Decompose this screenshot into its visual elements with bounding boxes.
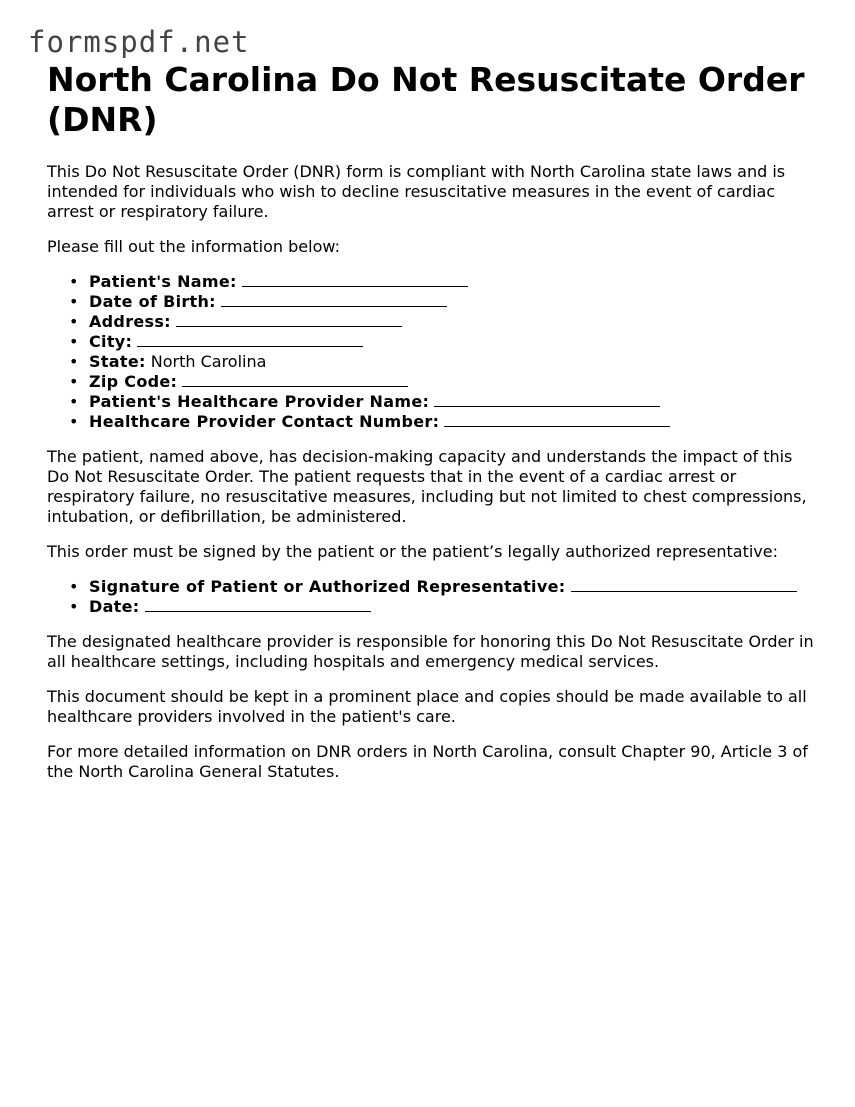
field-value: North Carolina [150, 352, 267, 371]
signature-date-blank[interactable] [145, 598, 371, 612]
field-label: State: [89, 352, 146, 371]
patient-info-list [47, 272, 817, 432]
signature-list [47, 577, 817, 617]
field-patient-name [89, 272, 817, 292]
field-city [89, 332, 817, 352]
field-label: Zip Code: [89, 372, 178, 391]
reference-paragraph: For more detailed information on DNR orders in North Carolina, consult Chapter 90, Article 3 of the North Carolina General Statutes. [47, 742, 808, 781]
provider-name-blank[interactable] [434, 393, 660, 407]
page-title: North Carolina Do Not Resuscitate Order (DNR) [47, 60, 805, 139]
field-state [89, 352, 817, 372]
field-provider-name [89, 392, 817, 412]
field-label: Date: [89, 597, 140, 616]
field-label: Signature of Patient or Authorized Representative: [89, 577, 566, 596]
zip-code-blank[interactable] [182, 373, 408, 387]
address-blank[interactable] [176, 313, 402, 327]
field-label: Date of Birth: [89, 292, 216, 311]
field-signature-date [89, 597, 817, 617]
provider-contact-blank[interactable] [444, 413, 670, 427]
signature-blank[interactable] [571, 578, 797, 592]
watermark-text: formspdf.net [28, 25, 250, 59]
city-blank[interactable] [137, 333, 363, 347]
patient-name-blank[interactable] [242, 273, 468, 287]
provider-paragraph: The designated healthcare provider is responsible for honoring this Do Not Resuscitate Order in all healthcare settings, including hospitals and emergency medical services. [47, 632, 814, 671]
signature-prompt: This order must be signed by the patient or the patient’s legally authorized representative: [47, 542, 778, 561]
intro-paragraph: This Do Not Resuscitate Order (DNR) form is compliant with North Carolina state laws and is intended for individuals who wish to decline resuscitative measures in the event of cardiac arrest or respiratory failure. [47, 162, 786, 221]
field-signature [89, 577, 817, 597]
date-of-birth-blank[interactable] [221, 293, 447, 307]
fill-prompt: Please fill out the information below: [47, 237, 340, 256]
field-date-of-birth [89, 292, 817, 312]
document-page [47, 60, 817, 797]
capacity-paragraph: The patient, named above, has decision-making capacity and understands the impact of this Do Not Resuscitate Order. The patient requests that in the event of a cardiac arrest or respiratory failure, no resuscitative measures, including but not limited to chest compressions, intubation, or defibrillation, be administered. [47, 447, 807, 526]
field-address [89, 312, 817, 332]
field-zip-code [89, 372, 817, 392]
field-label: City: [89, 332, 133, 351]
copies-paragraph: This document should be kept in a prominent place and copies should be made available to all healthcare providers involved in the patient's care. [47, 687, 807, 726]
field-label: Patient's Name: [89, 272, 237, 291]
field-label: Healthcare Provider Contact Number: [89, 412, 440, 431]
field-label: Address: [89, 312, 171, 331]
field-provider-contact [89, 412, 817, 432]
field-label: Patient's Healthcare Provider Name: [89, 392, 430, 411]
